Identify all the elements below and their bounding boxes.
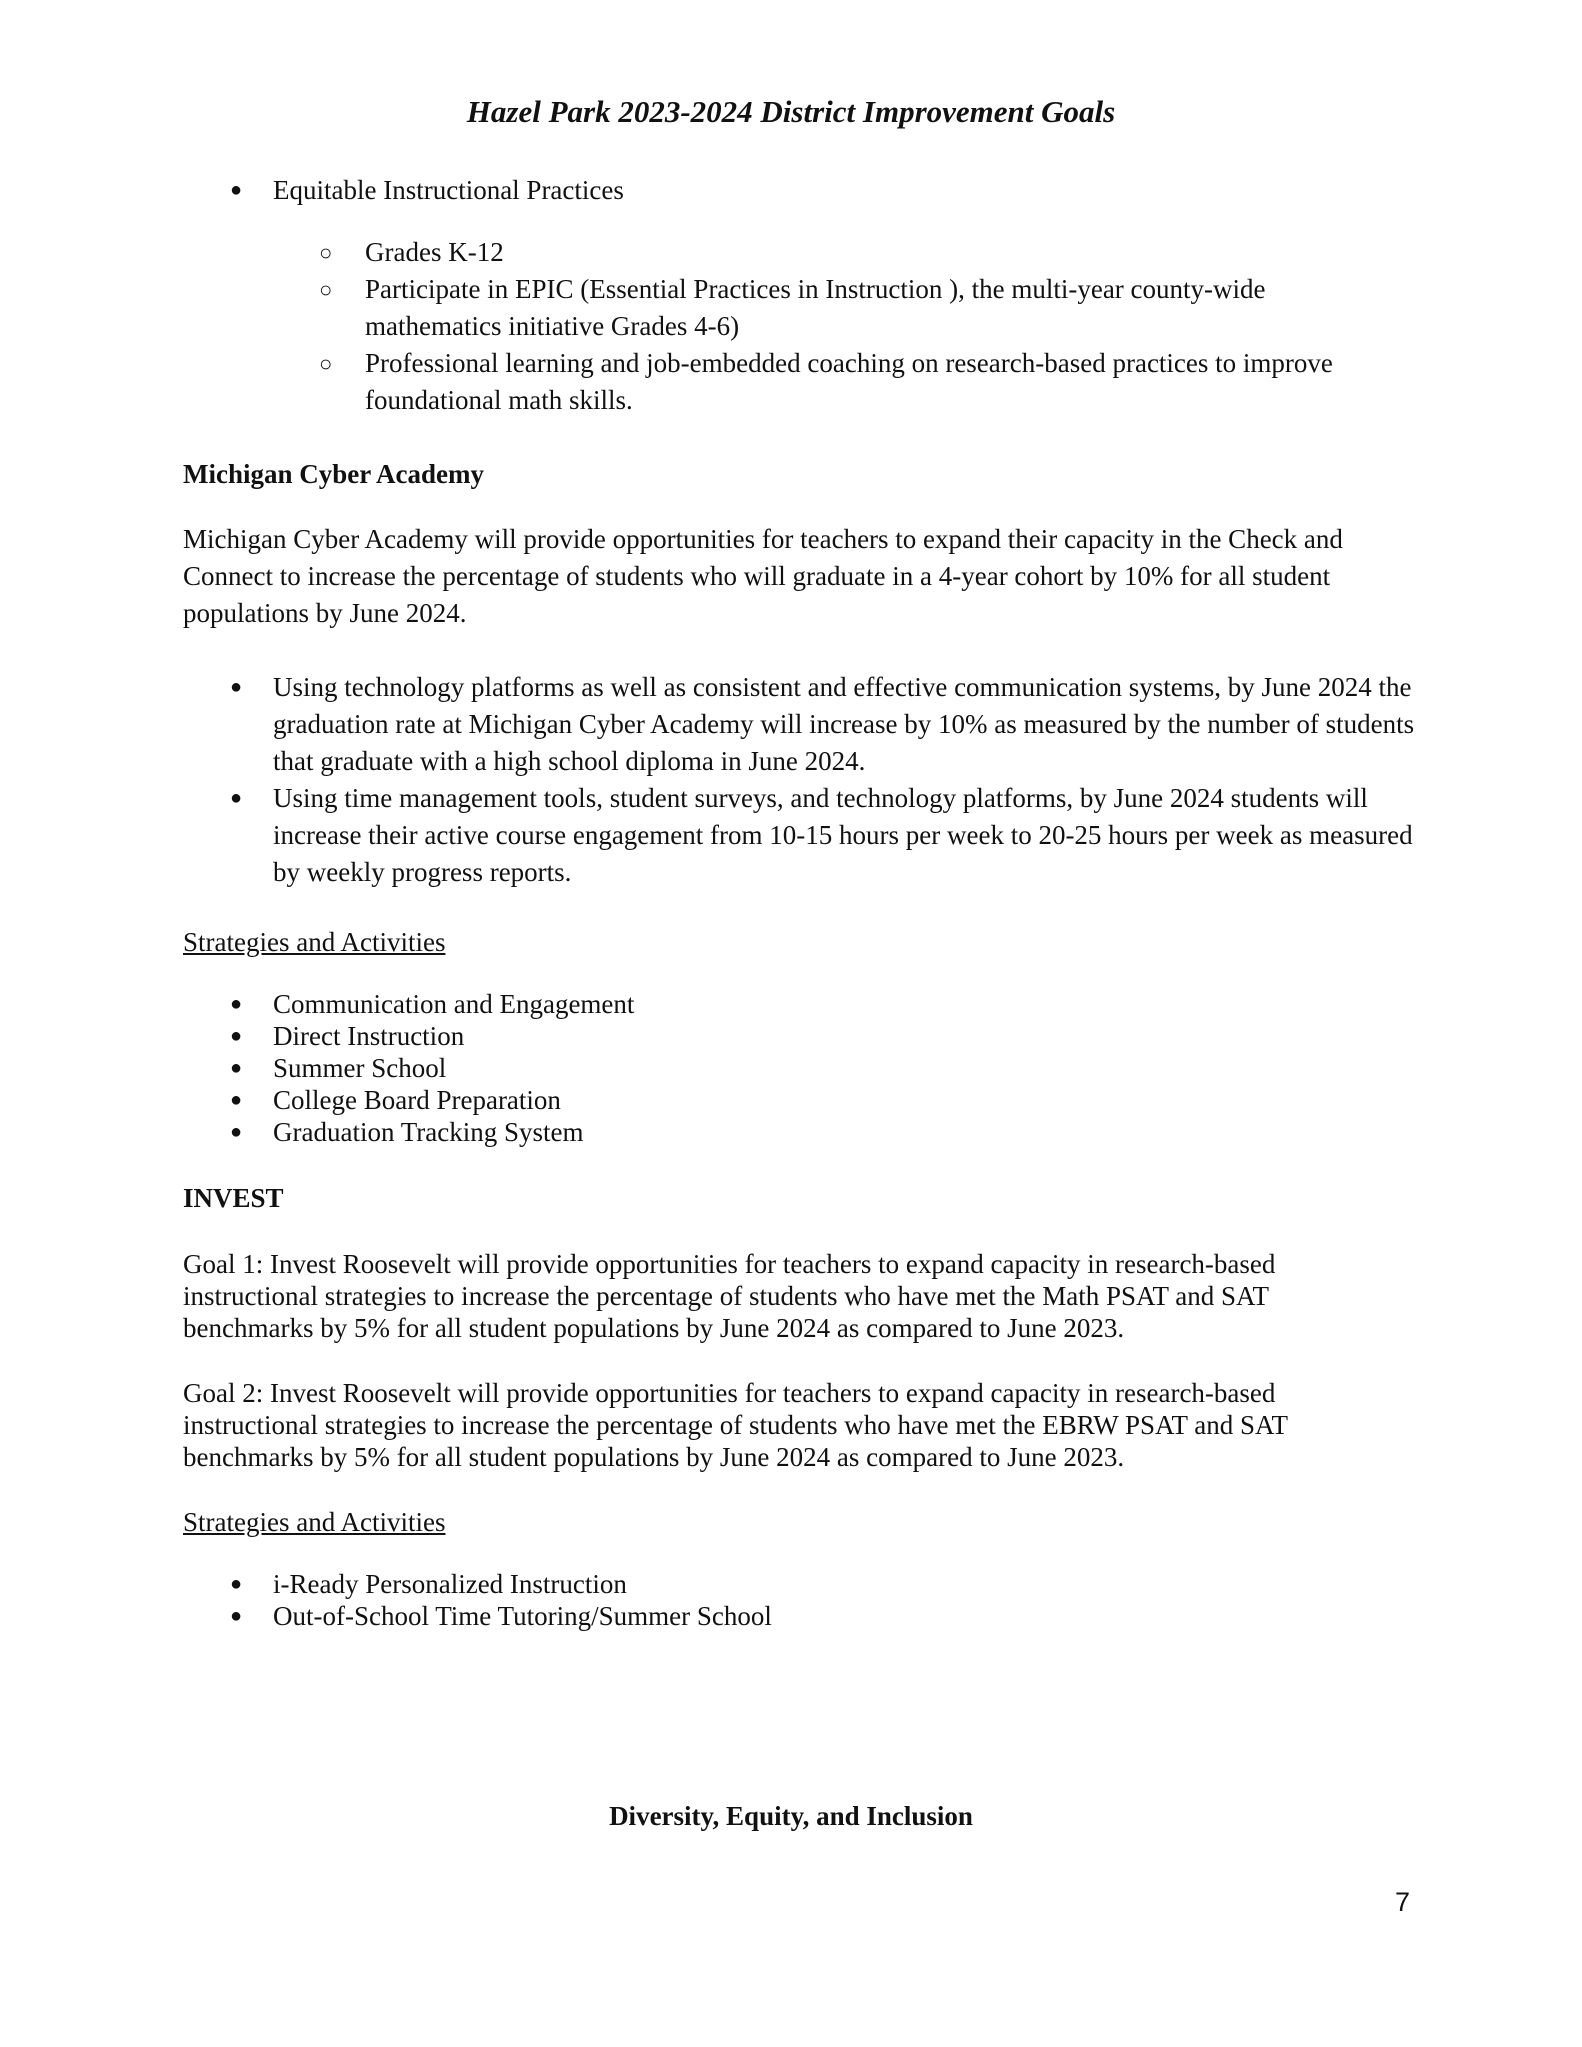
list-item-strategy: i-Ready Personalized Instruction: [273, 1569, 627, 1599]
bullet-icon: ●: [230, 676, 243, 698]
list-item-strategy: Communication and Engagement: [273, 989, 635, 1019]
bullet-icon: ●: [230, 993, 243, 1015]
bullet-icon: ●: [230, 1057, 243, 1079]
page-title: Hazel Park 2023-2024 District Improvement Goals: [466, 94, 1116, 129]
strategies-heading: Strategies and Activities: [183, 1507, 446, 1537]
bullet-icon: ●: [230, 1573, 243, 1595]
list-item-cyber-goal: Using time management tools, student surveys, and technology platforms, by June 2024 students will increase their active course engagement from 10-15 hours per week to 20-25 hours per week as measured by weekly progress reports.: [273, 783, 1413, 887]
bullet-icon: ●: [230, 1089, 243, 1111]
list-item-strategy: Direct Instruction: [273, 1021, 465, 1051]
sub-bullet-icon: ○: [319, 277, 333, 302]
list-item-strategy: Graduation Tracking System: [273, 1117, 584, 1147]
next-section-heading: Diversity, Equity, and Inclusion: [609, 1801, 973, 1831]
bullet-icon: ●: [230, 1605, 243, 1627]
invest-goal-1: Goal 1: Invest Roosevelt will provide opportunities for teachers to expand capacity in research-based instructional strategies to increase the percentage of students who have met the Math PSAT and SAT benchmarks by 5% for all student populations by June 2024 as compared to June 2023.: [183, 1249, 1276, 1343]
sub-bullet-icon: ○: [319, 351, 333, 376]
list-item-strategy: Out-of-School Time Tutoring/Summer School: [273, 1601, 772, 1631]
strategies-heading: Strategies and Activities: [183, 927, 446, 957]
sub-list-item: Participate in EPIC (Essential Practices in Instruction ), the multi-year county-wide mathematics initiative Grades 4-6): [365, 274, 1266, 341]
sub-list-item: Professional learning and job-embedded coaching on research-based practices to improve foundational math skills.: [365, 348, 1333, 415]
bullet-icon: ●: [230, 1025, 243, 1047]
bullet-icon: ●: [230, 179, 243, 201]
bullet-icon: ●: [230, 787, 243, 809]
section-heading-cyber: Michigan Cyber Academy: [183, 459, 484, 489]
list-item-strategy: College Board Preparation: [273, 1085, 561, 1115]
cyber-intro-paragraph: Michigan Cyber Academy will provide opportunities for teachers to expand their capacity in the Check and Connect to increase the percentage of students who will graduate in a 4-year cohort by 10% for all student populations by June 2024.: [183, 524, 1343, 628]
sub-bullet-icon: ○: [319, 240, 333, 265]
page-number: 7: [1394, 1887, 1410, 1917]
bullet-icon: ●: [230, 1121, 243, 1143]
sub-list-item: Grades K-12: [365, 237, 504, 267]
invest-goal-2: Goal 2: Invest Roosevelt will provide opportunities for teachers to expand capacity in research-based instructional strategies to increase the percentage of students who have met the EBRW PSAT and SAT benchmarks by 5% for all student populations by June 2024 as compared to June 2023.: [183, 1378, 1288, 1472]
section-heading-invest: INVEST: [183, 1183, 284, 1213]
list-item-strategy: Summer School: [273, 1053, 447, 1083]
list-item-cyber-goal: Using technology platforms as well as consistent and effective communication systems, by June 2024 the graduation rate at Michigan Cyber Academy will increase by 10% as measured by the number of students that graduate with a high school diploma in June 2024.: [273, 672, 1415, 776]
list-item-equitable: Equitable Instructional Practices: [273, 175, 624, 205]
